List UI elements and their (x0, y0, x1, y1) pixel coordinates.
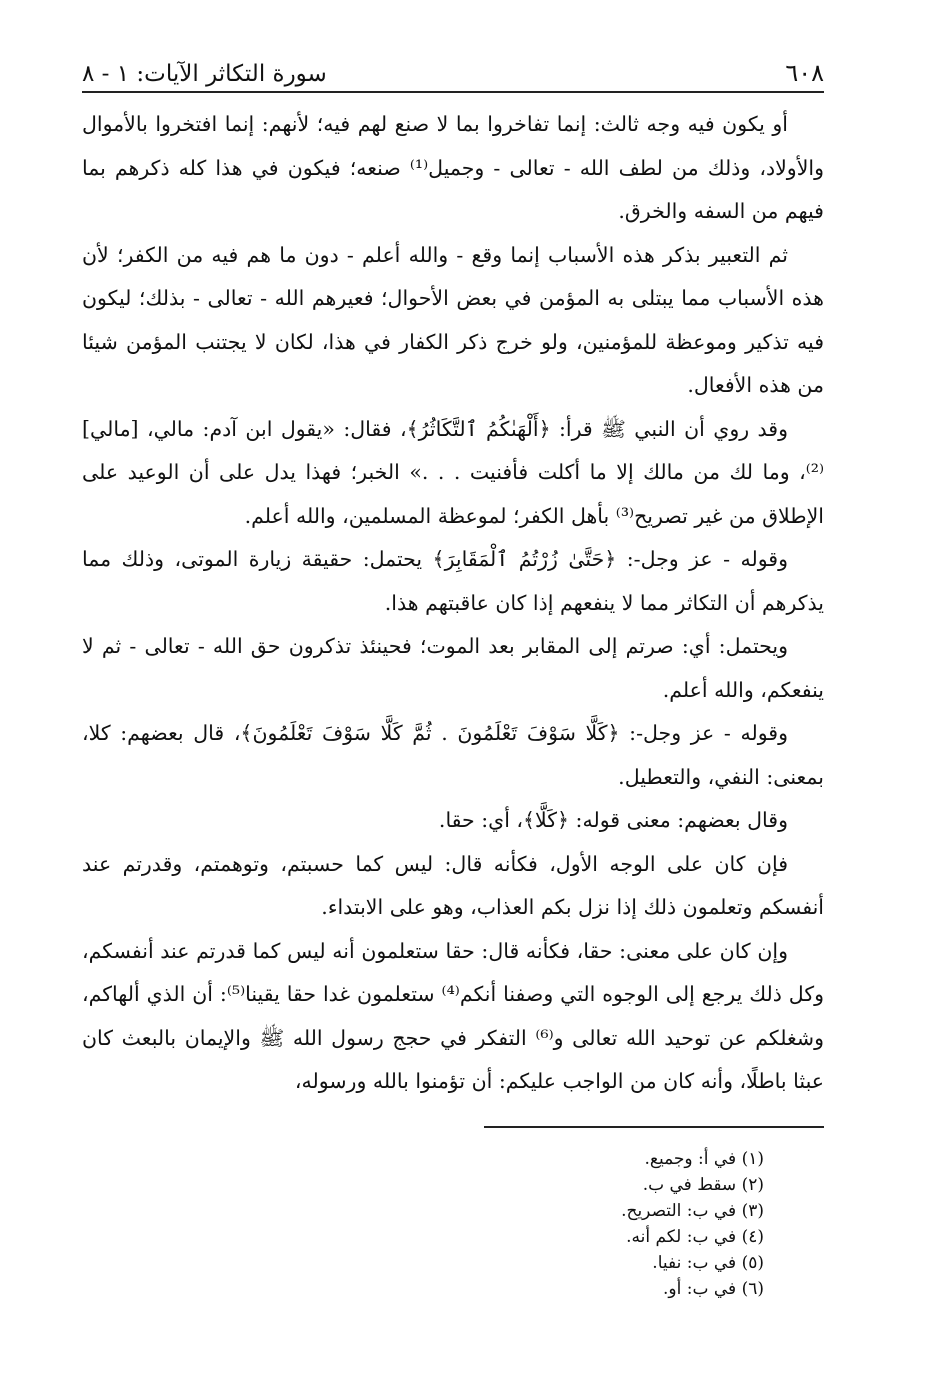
paragraph: وقال بعضهم: معنى قوله: ﴿كَلَّا﴾، أي: حقا. (438, 808, 788, 832)
paragraph: وقوله - عز وجل-: ﴿كَلَّا سَوْفَ تَعْلَمُونَ . ثُمَّ كَلَّا سَوْفَ تَعْلَمُونَ﴾، قال بعضهم: كلا، بمعنى: النفي، والتعطيل. (82, 721, 824, 789)
footnotes (82, 1146, 824, 1302)
paragraph: فإن كان على الوجه الأول، فكأنه قال: ليس كما حسبتم، وتوهمتم، وقدرتم عند أنفسكم وتعلمون ذلك إذا نزل بكم العذاب، وهو على الابتداء. (82, 851, 824, 919)
footnote: (٦) في ب: أو. (663, 1278, 764, 1299)
page-number: ٦٠٨ (785, 59, 824, 87)
paragraph: وقد روي أن النبي ﷺ قرأ: ﴿أَلْهَىٰكُمُ ٱلتَّكَاثُرُ﴾، فقال: «يقول ابن آدم: مالي، [مالي]⁽²⁾، وما لك من مالك إلا ما أكلت فأفنيت . . .» الخبر؛ فهذا يدل على أن الوعيد على الإطلاق من غير تصريح⁽³⁾ بأهل الكفر؛ لموعظة المسلمين، والله أعلم. (82, 416, 824, 528)
footnote: (٥) في ب: نفيا. (652, 1252, 764, 1273)
footnote: (٣) في ب: التصريح. (621, 1200, 764, 1221)
paragraph: ثم التعبير بذكر هذه الأسباب إنما وقع - والله أعلم - دون ما هم فيه من الكفر؛ لأن هذه الأسباب مما يبتلى به المؤمن في بعض الأحوال؛ فعيرهم الله - تعالى - بذلك؛ ليكون فيه تذكير وموعظة للمؤمنين، ولو خرج ذكر الكفار في هذا، لكان لا يجتنب المؤمن شيئا من هذه الأفعال. (82, 242, 824, 397)
footnote: (٢) سقط في ب. (642, 1174, 764, 1195)
footnote: (١) في أ: وجميع. (644, 1148, 764, 1169)
paragraph: وقوله - عز وجل-: ﴿حَتَّىٰ زُرْتُمُ ٱلْمَقَابِرَ﴾ يحتمل: حقيقة زيارة الموتى، وذلك مما يذكرهم أن التكاثر مما لا ينفعهم إذا كان عاقبتهم هذا. (82, 547, 824, 615)
paragraph: وإن كان على معنى: حقا، فكأنه قال: حقا ستعلمون أنه ليس كما قدرتم عند أنفسكم، وكل ذلك يرجع إلى الوجوه التي وصفنا أنكم⁽⁴⁾ ستعلمون غدا حقا يقينا⁽⁵⁾: أن الذي ألهاكم، وشغلكم عن توحيد الله تعالى و⁽⁶⁾ التفكر في حجج رسول الله ﷺ والإيمان بالبعث كان عبثا باطلًا، وأنه كان من الواجب عليكم: أن تؤمنوا بالله ورسوله، (82, 938, 824, 1093)
page (82, 55, 824, 1302)
footnote: (٤) في ب: لكم أنه. (626, 1226, 764, 1247)
running-header (82, 55, 824, 93)
paragraph: أو يكون فيه وجه ثالث: إنما تفاخروا بما لا صنع لهم فيه؛ لأنهم: إنما افتخروا بالأموال والأولاد، وذلك من لطف الله - تعالى - وجميل⁽¹⁾ صنعه؛ فيكون في هذا كله ذكرهم بما فيهم من السفه والخرق. (82, 112, 824, 223)
footnote-divider (484, 1126, 824, 1128)
main-text (82, 103, 824, 1104)
running-title: سورة التكاثر الآيات: ١ - ٨ (82, 61, 327, 87)
paragraph: ويحتمل: أي: صرتم إلى المقابر بعد الموت؛ فحينئذ تذكرون حق الله - تعالى - ثم لا ينفعكم، والله أعلم. (82, 634, 824, 702)
